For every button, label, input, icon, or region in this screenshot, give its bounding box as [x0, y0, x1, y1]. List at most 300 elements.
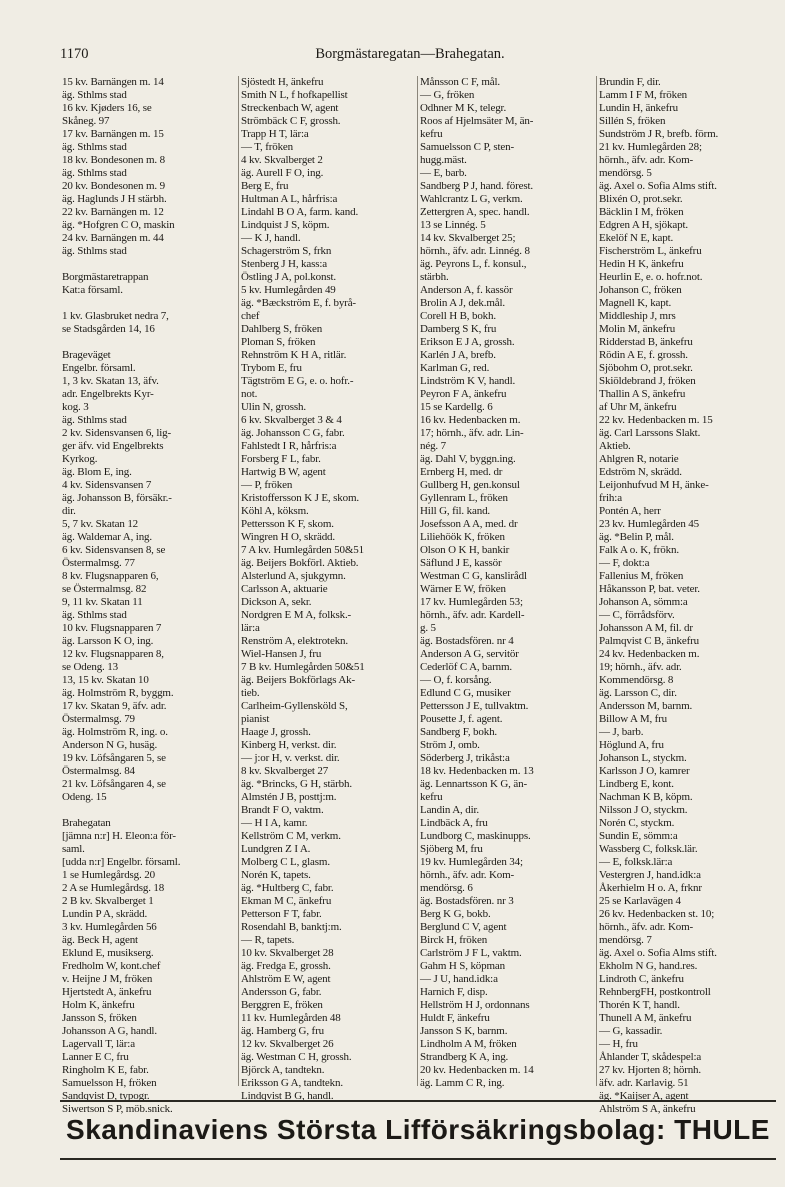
directory-entry: Hjertstedt A, änkefru — [62, 986, 152, 998]
directory-entry: 22 kv. Barnängen m. 12 — [62, 206, 164, 218]
directory-entry: Harnich F, disp. — [420, 986, 488, 998]
directory-entry: Landin A, dir. — [420, 804, 480, 816]
directory-entry: Edlund C G, musiker — [420, 687, 511, 699]
directory-entry: 10 kv. Skvalberget 28 — [241, 947, 334, 959]
directory-entry: 16 kv. Kjøders 16, se — [62, 102, 152, 114]
directory-entry: Wiel-Hansen J, fru — [241, 648, 322, 660]
directory-column — [418, 76, 597, 1089]
directory-entry: v. Heijne J M, fröken — [62, 973, 153, 985]
directory-entry: Thorén K T, handl. — [599, 999, 680, 1011]
directory-entry: Hultman A L, hårfris:a — [241, 193, 338, 205]
directory-entry: hörnh., äfv. adr. Kardell- — [420, 609, 525, 621]
directory-entry: äg. Blom E, ing. — [62, 466, 132, 478]
directory-entry: Holm K, änkefru — [62, 999, 135, 1011]
directory-entry: se Stadsgården 14, 16 — [62, 323, 155, 335]
directory-entry: Månsson C F, mål. — [420, 76, 500, 88]
directory-entry: — G, kassadir. — [599, 1025, 663, 1037]
directory-entry: Hedin H K, änkefru — [599, 258, 684, 270]
footer-advertisement: Skandinaviens Största Lifförsäkringsbolag: THULE — [60, 1100, 776, 1160]
directory-entry: Skåneg. 97 — [62, 115, 110, 127]
directory-entry: Wärner E W, fröken — [420, 583, 506, 595]
directory-entry: äg. *Hofgren C O, maskin — [62, 219, 175, 231]
directory-entry: 5 kv. Humlegården 49 — [241, 284, 336, 296]
directory-entry: — T, fröken — [241, 141, 294, 153]
directory-entry: Fredholm W, kont.chef — [62, 960, 161, 972]
directory-entry: mendörsg. 5 — [599, 167, 652, 179]
directory-entry: — R, tapets. — [241, 934, 295, 946]
directory-entry: Brahegatan — [62, 817, 111, 829]
directory-entry: 20 kv. Bondesonen m. 9 — [62, 180, 165, 192]
directory-entry: äg. Larsson C, dir. — [599, 687, 677, 699]
directory-entry: Lindström K V, handl. — [420, 375, 516, 387]
directory-entry: Lundin P A, skrädd. — [62, 908, 148, 920]
directory-entry: äg. Bostadsfören. nr 4 — [420, 635, 514, 647]
directory-entry: Pontén A, herr — [599, 505, 661, 517]
directory-entry: Sandberg F, bokh. — [420, 726, 498, 738]
directory-entry: hörnh., äfv. adr. Linnég. 8 — [420, 245, 530, 257]
directory-entry: g. 5 — [420, 622, 436, 634]
directory-entry: 7 B kv. Humlegården 50&51 — [241, 661, 365, 673]
directory-entry: Erikson E J A, grossh. — [420, 336, 515, 348]
directory-entry: Sjöbohm O, prot.sekr. — [599, 362, 693, 374]
directory-entry: äg. Peyrons L, f. konsul., — [420, 258, 527, 270]
directory-entry: äg. Lamm C R, ing. — [420, 1077, 505, 1089]
directory-entry: frih:a — [599, 492, 622, 504]
directory-entry: chef — [241, 310, 260, 322]
directory-entry: Anderson A G, servitör — [420, 648, 519, 660]
directory-entry: Dickson A, sekr. — [241, 596, 312, 608]
directory-entry: Ström J, omb. — [420, 739, 480, 751]
directory-entry: Johansson A G, handl. — [62, 1025, 157, 1037]
directory-entry: 1, 3 kv. Skatan 13, äfv. — [62, 375, 159, 387]
running-title: Borgmästaregatan—Brahegatan. — [315, 46, 505, 62]
directory-entry: Blixén O, prot.sekr. — [599, 193, 683, 205]
directory-entry: 17 kv. Humlegården 53; — [420, 596, 523, 608]
directory-entry: Sjöstedt H, änkefru — [241, 76, 324, 88]
directory-entry: Carlström J F L, vaktm. — [420, 947, 522, 959]
directory-entry: dir. — [62, 505, 76, 517]
directory-entry: 23 kv. Humlegården 45 — [599, 518, 700, 530]
directory-entry: Middleship J, mrs — [599, 310, 676, 322]
directory-entry: Cederlöf C A, barnm. — [420, 661, 513, 673]
directory-entry: hörnh., äfv. adr. Kom- — [420, 869, 515, 881]
directory-entry: Edström N, skrädd. — [599, 466, 682, 478]
directory-entry: — K J, handl. — [241, 232, 301, 244]
directory-entry: 17; hörnh., äfv. adr. Lin- — [420, 427, 524, 439]
directory-entry: Corell H B, bokh. — [420, 310, 496, 322]
directory-columns — [60, 76, 776, 1115]
directory-entry: nég. 7 — [420, 440, 446, 452]
directory-entry: äg. Beijers Bokförl. Aktieb. — [241, 557, 359, 569]
directory-entry: Berggren E, fröken — [241, 999, 323, 1011]
directory-entry: af Uhr M, änkefru — [599, 401, 677, 413]
directory-entry: kefru — [420, 128, 443, 140]
directory-entry: 4 kv. Sidensvansen 7 — [62, 479, 152, 491]
directory-entry: Norén K, tapets. — [241, 869, 311, 881]
directory-entry — [62, 297, 236, 310]
directory-entry: Anderson A, f. kassör — [420, 284, 513, 296]
directory-entry: Ekholm N G, hand.res. — [599, 960, 698, 972]
directory-entry: Samuelsson H, fröken — [62, 1077, 157, 1089]
directory-entry: Söderberg J, trikåst:a — [420, 752, 510, 764]
directory-entry: Höglund A, fru — [599, 739, 664, 751]
directory-entry: Kristoffersson K J E, skom. — [241, 492, 359, 504]
directory-entry: Birck H, fröken — [420, 934, 488, 946]
directory-entry: Magnell K, kapt. — [599, 297, 672, 309]
directory-entry: Tägtström E G, e. o. hofr.- — [241, 375, 354, 387]
directory-entry: Alsterlund A, sjukgymn. — [241, 570, 346, 582]
directory-entry: Ekman M C, änkefru — [241, 895, 332, 907]
directory-entry: Köhl A, köksm. — [241, 505, 309, 517]
directory-entry: Östling J A, pol.konst. — [241, 271, 336, 283]
directory-entry: Vestergren J, hand.idk:a — [599, 869, 701, 881]
directory-entry: Brageväget — [62, 349, 111, 361]
directory-entry: 8 kv. Flugsnapparen 6, — [62, 570, 159, 582]
directory-entry: 26 kv. Hedenbacken st. 10; — [599, 908, 715, 920]
directory-entry: Ahlström S A, änkefru — [599, 1103, 696, 1115]
directory-entry: Lindbäck A, fru — [420, 817, 488, 829]
directory-entry: äg. Aurell F O, ing. — [241, 167, 324, 179]
directory-entry: Fallenius M, fröken — [599, 570, 684, 582]
directory-entry: Ahlström E W, agent — [241, 973, 331, 985]
directory-entry: Bäcklin I M, fröken — [599, 206, 684, 218]
directory-entry: Karlsson J O, kamrer — [599, 765, 690, 777]
directory-entry: Roos af Hjelmsäter M, än- — [420, 115, 534, 127]
directory-entry: Carlsson A, aktuarie — [241, 583, 328, 595]
directory-entry: äg. Axel o. Sofia Alms stift. — [599, 947, 717, 959]
directory-entry: Borgmästaretrappan — [62, 271, 149, 283]
directory-entry: 21 kv. Löfsångaren 4, se — [62, 778, 166, 790]
directory-entry: Kommendörsg. 8 — [599, 674, 674, 686]
directory-entry: 14 kv. Skvalberget 25; — [420, 232, 516, 244]
directory-entry: se Östermalmsg. 82 — [62, 583, 147, 595]
directory-entry: äg. Larsson K O, ing. — [62, 635, 154, 647]
directory-entry: 11 kv. Humlegården 48 — [241, 1012, 341, 1024]
directory-entry: Damberg S K, fru — [420, 323, 497, 335]
directory-entry: Eriksson G A, tandtekn. — [241, 1077, 343, 1089]
directory-entry: lär:a — [241, 622, 260, 634]
directory-entry: äg. Sthlms stad — [62, 414, 127, 426]
directory-entry: äg. Sthlms stad — [62, 167, 127, 179]
directory-entry: äg. Sthlms stad — [62, 89, 127, 101]
directory-entry: 15 kv. Barnängen m. 14 — [62, 76, 164, 88]
directory-entry: Sundin E, sömm:a — [599, 830, 678, 842]
directory-entry: äg. Holmström R, byggm. — [62, 687, 174, 699]
directory-entry: 20 kv. Hedenbacken m. 14 — [420, 1064, 534, 1076]
directory-entry: Trapp H T, lär:a — [241, 128, 309, 140]
directory-entry: Siwertson S P, möb.snick. — [62, 1103, 173, 1115]
directory-entry: Nordgren E M A, folksk.- — [241, 609, 352, 621]
directory-entry: Gyllenram L, fröken — [420, 492, 508, 504]
directory-entry: Johansson A M, fil. dr — [599, 622, 693, 634]
directory-entry: Carlheim-Gyllensköld S, — [241, 700, 348, 712]
directory-entry: Östermalmsg. 84 — [62, 765, 135, 777]
directory-entry: Forsberg F L, fabr. — [241, 453, 321, 465]
directory-entry: äg. Westman C H, grossh. — [241, 1051, 352, 1063]
directory-entry: RehnbergFH, postkontroll — [599, 986, 711, 998]
directory-entry: äg. Beijers Bokförlags Ak- — [241, 674, 356, 686]
directory-entry: Josefsson A A, med. dr — [420, 518, 518, 530]
directory-entry: — J, barb. — [599, 726, 644, 738]
directory-entry: äg. Sthlms stad — [62, 245, 127, 257]
directory-entry: se Odeng. 13 — [62, 661, 118, 673]
directory-entry: saml. — [62, 843, 85, 855]
directory-entry: Kat:a församl. — [62, 284, 123, 296]
directory-entry: äg. *Belin P, mål. — [599, 531, 674, 543]
directory-entry: äg. Fredga E, grossh. — [241, 960, 331, 972]
directory-entry: Petterson F T, fabr. — [241, 908, 322, 920]
directory-entry: Johanson L, styckm. — [599, 752, 687, 764]
directory-entry: äg. Sthlms stad — [62, 141, 127, 153]
directory-entry: 24 kv. Hedenbacken m. — [599, 648, 700, 660]
directory-entry: Gullberg H, gen.konsul — [420, 479, 520, 491]
directory-entry: Falk A o. K, frökn. — [599, 544, 679, 556]
directory-entry: 18 kv. Bondesonen m. 8 — [62, 154, 165, 166]
directory-entry: 13 se Linnég. 5 — [420, 219, 486, 231]
directory-entry: Heurlin E, e. o. hofr.not. — [599, 271, 703, 283]
directory-entry: 2 B kv. Skvalberget 1 — [62, 895, 154, 907]
directory-entry: Nachman K B, köpm. — [599, 791, 693, 803]
directory-entry: 19 kv. Löfsångaren 5, se — [62, 752, 166, 764]
directory-entry: kog. 3 — [62, 401, 89, 413]
directory-entry: Wingren H O, skrädd. — [241, 531, 336, 543]
directory-entry: pianist — [241, 713, 270, 725]
directory-entry: 18 kv. Hedenbacken m. 13 — [420, 765, 534, 777]
directory-entry: 2 kv. Sidensvansen 6, lig- — [62, 427, 172, 439]
directory-entry: Hill G, fil. kand. — [420, 505, 491, 517]
directory-entry: Westman C G, kanslirådl — [420, 570, 527, 582]
directory-entry: Stenberg J H, kass:a — [241, 258, 328, 270]
directory-entry: Lindroth C, änkefru — [599, 973, 684, 985]
directory-entry: Lundgren Z I A. — [241, 843, 311, 855]
directory-entry: äg. Johansson C G, fabr. — [241, 427, 345, 439]
directory-entry: Kinberg H, verkst. dir. — [241, 739, 337, 751]
directory-entry: Olson O K H, bankir — [420, 544, 510, 556]
directory-entry: äg. Beck H, agent — [62, 934, 138, 946]
directory-entry: Streckenbach W, agent — [241, 102, 339, 114]
directory-entry: mendörsg. 7 — [599, 934, 652, 946]
directory-entry: Ridderstad B, änkefru — [599, 336, 693, 348]
directory-entry: äg. Axel o. Sofia Alms stift. — [599, 180, 717, 192]
directory-entry: [jämna n:r] H. Eleon:a för- — [62, 830, 176, 842]
directory-entry: Berg K G, bokb. — [420, 908, 491, 920]
directory-entry: 24 kv. Barnängen m. 44 — [62, 232, 164, 244]
directory-entry: Billow A M, fru — [599, 713, 668, 725]
directory-entry: Rosendahl B, banktj:m. — [241, 921, 342, 933]
directory-entry: 2 A se Humlegårdsg. 18 — [62, 882, 165, 894]
directory-entry: Schagerström S, frkn — [241, 245, 332, 257]
directory-entry: — H I A, kamr. — [241, 817, 308, 829]
directory-entry: stärbh. — [420, 271, 449, 283]
directory-entry: Jansson S K, barnm. — [420, 1025, 508, 1037]
directory-entry: 7 A kv. Humlegården 50&51 — [241, 544, 364, 556]
directory-entry: Zettergren A, spec. handl. — [420, 206, 530, 218]
directory-entry: Östermalmsg. 77 — [62, 557, 135, 569]
directory-entry: 19 kv. Humlegården 34; — [420, 856, 523, 868]
directory-entry: hörnh., äfv. adr. Kom- — [599, 154, 694, 166]
directory-entry: 13, 15 kv. Skatan 10 — [62, 674, 149, 686]
directory-entry: 12 kv. Skvalberget 26 — [241, 1038, 334, 1050]
directory-entry: Samuelsson C P, sten- — [420, 141, 515, 153]
directory-entry: Smith N L, f hofkapellist — [241, 89, 348, 101]
directory-entry: 3 kv. Humlegården 56 — [62, 921, 157, 933]
directory-entry: Lundborg C, maskinupps. — [420, 830, 531, 842]
directory-entry: hugg.mäst. — [420, 154, 467, 166]
directory-entry: 1 kv. Glasbruket nedra 7, — [62, 310, 169, 322]
directory-entry: Odhner M K, telegr. — [420, 102, 507, 114]
directory-entry: — G, fröken — [420, 89, 475, 101]
directory-entry: Dahlberg S, fröken — [241, 323, 323, 335]
directory-entry: Johanson A, sömm:a — [599, 596, 688, 608]
directory-entry: Säflund J E, kassör — [420, 557, 502, 569]
directory-entry: Peyron F A, änkefru — [420, 388, 507, 400]
directory-entry: Björck A, tandtekn. — [241, 1064, 325, 1076]
directory-entry: Åkerhielm H o. A, frknr — [599, 882, 702, 894]
directory-entry: Karlén J A, brefb. — [420, 349, 496, 361]
directory-entry: Trybom E, fru — [241, 362, 302, 374]
directory-entry: 10 kv. Flugsnapparen 7 — [62, 622, 162, 634]
directory-entry: — H, fru — [599, 1038, 638, 1050]
directory-entry: Lanner E C, fru — [62, 1051, 129, 1063]
directory-entry: Huldt F, änkefru — [420, 1012, 490, 1024]
directory-entry: Skiöldebrand J, fröken — [599, 375, 696, 387]
directory-entry: [udda n:r] Engelbr. församl. — [62, 856, 181, 868]
directory-entry: Berg E, fru — [241, 180, 289, 192]
directory-entry: äg. Dahl V, byggn.ing. — [420, 453, 516, 465]
directory-entry: Ekelöf N E, kapt. — [599, 232, 674, 244]
directory-entry: Ploman S, fröken — [241, 336, 316, 348]
directory-entry: 25 se Karlavägen 4 — [599, 895, 681, 907]
directory-entry: 8 kv. Skvalberget 27 — [241, 765, 329, 777]
directory-entry: 15 se Kardellg. 6 — [420, 401, 493, 413]
directory-entry: Palmqvist C B, änkefru — [599, 635, 699, 647]
directory-entry: Johanson C, fröken — [599, 284, 682, 296]
directory-column — [60, 76, 239, 1115]
directory-entry: Liliehöök K, fröken — [420, 531, 505, 543]
directory-entry: 1 se Humlegårdsg. 20 — [62, 869, 155, 881]
directory-entry: hörnh., äfv. adr. Kom- — [599, 921, 694, 933]
directory-entry: 12 kv. Flugsnapparen 8, — [62, 648, 164, 660]
directory-entry: äg. Johansson B, försäkr.- — [62, 492, 172, 504]
directory-entry: 6 kv. Skvalberget 3 & 4 — [241, 414, 342, 426]
directory-entry: Jansson S, fröken — [62, 1012, 137, 1024]
directory-entry: Pettersson J E, tullvaktm. — [420, 700, 529, 712]
directory-entry: 19; hörnh., äfv. adr. — [599, 661, 682, 673]
directory-entry: Rehnström K H A, ritlär. — [241, 349, 347, 361]
directory-entry: Sundström J R, brefb. förm. — [599, 128, 719, 140]
directory-entry: Lamm I F M, fröken — [599, 89, 688, 101]
directory-entry: Fahlstedt I R, hårfris:a — [241, 440, 337, 452]
directory-entry: tieb. — [241, 687, 260, 699]
directory-entry: Hartwig B W, agent — [241, 466, 326, 478]
directory-entry: äg. Waldemar A, ing. — [62, 531, 153, 543]
directory-entry: Pettersson K F, skom. — [241, 518, 334, 530]
directory-entry: äfv. adr. Karlavig. 51 — [599, 1077, 689, 1089]
page-number: 1170 — [60, 46, 89, 62]
directory-entry: Wahlcrantz L G, verkm. — [420, 193, 523, 205]
directory-entry: Leijonhufvud M H, änke- — [599, 479, 709, 491]
page-header — [60, 46, 760, 70]
directory-entry: Andersson M, barnm. — [599, 700, 693, 712]
directory-entry: Norén C, styckm. — [599, 817, 675, 829]
directory-entry: 16 kv. Hedenbacken m. — [420, 414, 521, 426]
directory-entry: Sillén S, fröken — [599, 115, 666, 127]
directory-entry: — O, f. korsång. — [420, 674, 492, 686]
directory-entry: Fischerström L, änkefru — [599, 245, 702, 257]
directory-entry: Strandberg K A, ing. — [420, 1051, 509, 1063]
directory-entry: 17 kv. Barnängen m. 15 — [62, 128, 164, 140]
directory-entry: Renström A, elektrotekn. — [241, 635, 348, 647]
directory-entry: Brundin F, dir. — [599, 76, 661, 88]
directory-entry: — C, förrådsförv. — [599, 609, 675, 621]
directory-entry: äg. *Kaijser A, agent — [599, 1090, 689, 1102]
directory-entry: Lundin H, änkefru — [599, 102, 679, 114]
directory-entry: Andersson G, fabr. — [241, 986, 322, 998]
directory-entry: 17 kv. Skatan 9, äfv. adr. — [62, 700, 167, 712]
directory-entry: Nilsson J O, styckm. — [599, 804, 688, 816]
directory-entry: Wassberg C, folksk.lär. — [599, 843, 698, 855]
directory-entry: Berglund C V, agent — [420, 921, 507, 933]
directory-entry: äg. Bostadsfören. nr 3 — [420, 895, 514, 907]
directory-entry: Håkansson P, bat. veter. — [599, 583, 700, 595]
directory-entry: Rödin A E, f. grossh. — [599, 349, 688, 361]
directory-entry: 22 kv. Hedenbacken m. 15 — [599, 414, 713, 426]
directory-entry: Haage J, grossh. — [241, 726, 311, 738]
directory-entry: — E, folksk.lär:a — [599, 856, 673, 868]
directory-entry: Thallin A S, änkefru — [599, 388, 686, 400]
directory-entry: Ernberg H, med. dr — [420, 466, 503, 478]
directory-entry: 4 kv. Skvalberget 2 — [241, 154, 323, 166]
directory-entry: — J U, hand.idk:a — [420, 973, 498, 985]
directory-entry: Molberg C L, glasm. — [241, 856, 330, 868]
directory-entry: Kyrkog. — [62, 453, 98, 465]
directory-entry: Pousette J, f. agent. — [420, 713, 503, 725]
directory-entry: Odeng. 15 — [62, 791, 107, 803]
directory-entry: Hellström H J, ordonnans — [420, 999, 530, 1011]
directory-entry: 6 kv. Sidensvansen 8, se — [62, 544, 166, 556]
directory-entry: ger äfv. vid Engelbrekts — [62, 440, 164, 452]
directory-entry: — j:or H, v. verkst. dir. — [241, 752, 340, 764]
directory-column — [597, 76, 776, 1115]
directory-entry: Lindquist J S, köpm. — [241, 219, 330, 231]
directory-entry: — F, dokt:a — [599, 557, 650, 569]
directory-entry — [62, 258, 236, 271]
directory-entry: äg. Sthlms stad — [62, 609, 127, 621]
directory-entry — [62, 336, 236, 349]
directory-entry: — E, barb. — [420, 167, 467, 179]
directory-entry: Brandt F O, vaktm. — [241, 804, 324, 816]
directory-entry: Molin M, änkefru — [599, 323, 676, 335]
directory-entry: kefru — [420, 791, 443, 803]
directory-entry: 5, 7 kv. Skatan 12 — [62, 518, 139, 530]
directory-entry: Gahm H S, köpman — [420, 960, 505, 972]
directory-entry: mendörsg. 6 — [420, 882, 473, 894]
directory-entry: Sjöberg M, fru — [420, 843, 483, 855]
directory-entry — [62, 804, 236, 817]
directory-entry: Åhlander T, skådespel:a — [599, 1051, 702, 1063]
directory-entry: Almstén J B, posttj:m. — [241, 791, 337, 803]
directory-entry: 9, 11 kv. Skatan 11 — [62, 596, 143, 608]
directory-entry: Thunell A M, änkefru — [599, 1012, 692, 1024]
directory-entry: äg. *Hultberg C, fabr. — [241, 882, 334, 894]
directory-entry: äg. Haglunds J H stärbh. — [62, 193, 167, 205]
directory-entry: not. — [241, 388, 258, 400]
directory-entry: Ringholm K E, fabr. — [62, 1064, 149, 1076]
directory-entry: Östermalmsg. 79 — [62, 713, 135, 725]
directory-entry: äg. Holmström R, ing. o. — [62, 726, 168, 738]
directory-entry: Engelbr. församl. — [62, 362, 136, 374]
directory-entry: Eklund E, musikserg. — [62, 947, 154, 959]
